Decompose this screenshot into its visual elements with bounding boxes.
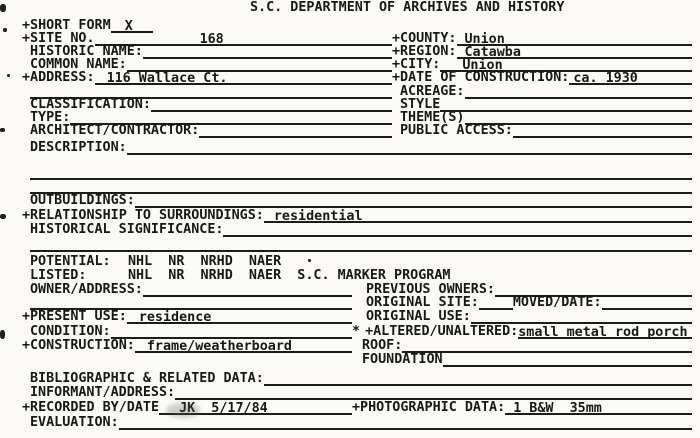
roof-label: ROOF: — [362, 338, 403, 353]
county-label: +COUNTY: — [392, 31, 457, 46]
present-use-value: residence — [138, 310, 212, 325]
photographic-data-value: 1 B&W 35mm — [513, 401, 602, 416]
public-access-underline — [513, 122, 692, 138]
outbuildings-label: OUTBUILDINGS: — [30, 193, 135, 208]
short-form-value: X — [124, 19, 133, 34]
altered-unaltered-label: +ALTERED/UNALTERED: — [365, 324, 519, 339]
row-description — [22, 141, 692, 155]
site-no-label: +SITE NO. — [22, 31, 95, 46]
row-blank-line — [22, 238, 692, 252]
date-of-construction-label: +DATE OF CONSTRUCTION: — [392, 70, 570, 85]
scan-artifact — [7, 74, 10, 77]
relationship-label: +RELATIONSHIP TO SURROUNDINGS: — [22, 208, 264, 223]
present-use-field — [22, 310, 352, 324]
county-value: Union — [464, 32, 505, 47]
foundation-underline — [443, 351, 692, 367]
address-value: 116 Wallace Ct. — [106, 71, 228, 86]
row-potential — [22, 255, 692, 269]
row-foundation — [22, 353, 692, 367]
public-access-field — [392, 124, 692, 138]
region-value: Catawba — [464, 45, 521, 60]
region-label: +REGION: — [392, 44, 457, 59]
construction-label: +CONSTRUCTION: — [22, 338, 135, 353]
recorded-by-date-label: +RECORDED BY/DATE — [22, 400, 160, 415]
previous-owners-label: PREVIOUS OWNERS: — [366, 282, 495, 297]
asterisk-marker: * — [352, 324, 361, 339]
description-underline — [127, 139, 692, 155]
style-label: STYLE — [400, 97, 441, 112]
scan-artifact — [3, 28, 7, 32]
original-use-field — [352, 310, 692, 324]
listed-options: NHL NR NRHD NAER S.C. MARKER PROGRAM — [128, 268, 451, 283]
photographic-data-field — [352, 401, 692, 415]
informant-address-label: INFORMANT/ADDRESS: — [30, 385, 176, 400]
row-present-original-use — [22, 310, 692, 324]
row-informant — [22, 386, 692, 400]
architect-contractor-label: ARCHITECT/CONTRACTOR: — [30, 123, 200, 138]
scan-artifact — [0, 330, 5, 339]
address-label: +ADDRESS: — [22, 70, 95, 85]
original-use-label: ORIGINAL USE: — [366, 309, 471, 324]
photographic-data-underline — [505, 399, 692, 415]
evaluation-underline — [119, 414, 692, 430]
moved-date-label: MOVED/DATE: — [512, 295, 602, 310]
scan-artifact — [0, 214, 6, 219]
scan-artifact — [0, 128, 5, 132]
construction-field — [22, 339, 352, 353]
altered-unaltered-value: small metal rod porch — [518, 325, 688, 340]
present-use-underline — [127, 308, 352, 324]
row-architect-access — [22, 124, 692, 138]
informant-address-underline — [175, 384, 692, 400]
description-label: DESCRIPTION: — [30, 140, 127, 155]
foundation-label: FOUNDATION — [362, 352, 443, 367]
scan-artifact — [0, 4, 6, 12]
historical-significance-underline — [223, 221, 692, 237]
themes-label: THEME(S) — [400, 110, 465, 125]
row-outbuildings — [22, 194, 692, 208]
date-of-construction-value: ca. 1930 — [573, 71, 638, 86]
historic-name-label: HISTORIC NAME: — [30, 44, 143, 59]
original-use-underline — [471, 308, 692, 324]
empty-cell — [22, 353, 352, 367]
city-label: +CITY: — [392, 57, 441, 72]
acreage-label: ACREAGE: — [400, 84, 465, 99]
site-no-value: 168 — [199, 32, 224, 47]
present-use-label: +PRESENT USE: — [22, 309, 127, 324]
architect-contractor-field — [22, 124, 392, 138]
recorded-by-date-value: JK 5/17/84 — [179, 401, 268, 416]
short-form-label: +SHORT FORM — [22, 18, 111, 33]
foundation-field — [352, 353, 692, 367]
listed-label: LISTED: — [30, 268, 87, 283]
evaluation-label: EVALUATION: — [30, 415, 119, 430]
bibliographic-label: BIBLIOGRAPHIC & RELATED DATA: — [30, 371, 264, 386]
common-name-label: COMMON NAME: — [30, 57, 127, 72]
row-historical-significance — [22, 223, 692, 237]
city-value: Union — [462, 58, 503, 73]
potential-label: POTENTIAL: — [30, 254, 111, 269]
public-access-label: PUBLIC ACCESS: — [400, 123, 513, 138]
row-recorded-photographic — [22, 401, 692, 415]
historical-significance-label: HISTORICAL SIGNIFICANCE: — [30, 222, 224, 237]
type-label: TYPE: — [30, 110, 71, 125]
photographic-data-label: +PHOTOGRAPHIC DATA: — [352, 400, 506, 415]
scan-smudge — [166, 403, 200, 418]
classification-label: CLASSIFICATION: — [30, 97, 151, 112]
row-evaluation — [22, 416, 692, 430]
page-title: S.C. DEPARTMENT OF ARCHIVES AND HISTORY — [250, 0, 565, 15]
blank-underline — [30, 236, 692, 252]
construction-value: frame/weatherboard — [146, 339, 292, 354]
scan-artifact — [308, 259, 311, 262]
construction-underline — [135, 337, 352, 353]
architect-contractor-underline — [199, 122, 392, 138]
outbuildings-underline — [135, 192, 692, 208]
relationship-value: residential — [273, 209, 363, 224]
original-site-label: ORIGINAL SITE: — [366, 295, 479, 310]
potential-options: NHL NR NRHD NAER — [128, 254, 282, 269]
owner-address-label: OWNER/ADDRESS: — [30, 282, 143, 297]
condition-label: CONDITION: — [30, 324, 111, 339]
